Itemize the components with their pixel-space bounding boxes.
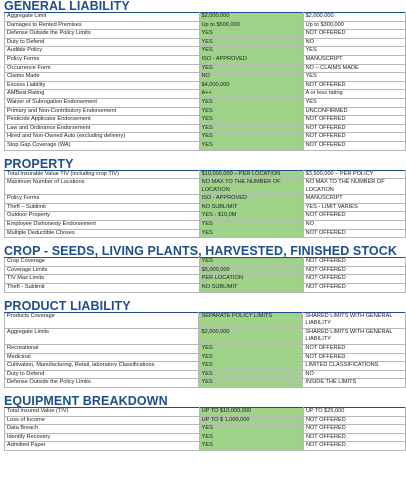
coverage-label: Policy Forms [5, 195, 200, 204]
offered-value: YES [199, 442, 303, 451]
coverage-label: Cultivation, Manufacturing, Retail, laboratory Classifications [5, 362, 199, 371]
offered-value: $10,000,000 – PER LOCATION [199, 170, 303, 179]
table-row [5, 73, 406, 82]
offered-value: YES [199, 229, 303, 238]
competitor-value: NO [303, 370, 406, 379]
coverage-label: Waiver of Subrogation Endorsement [5, 98, 200, 107]
offered-value: YES [199, 30, 303, 39]
offered-value: YES [199, 433, 303, 442]
offered-value: YES [199, 345, 303, 354]
offered-value: YES [199, 107, 303, 116]
competitor-value: Up to $300,000 [303, 21, 405, 30]
table-row [5, 229, 406, 238]
competitor-value: NOT OFFERED [303, 416, 405, 425]
offered-value: SEPARATE POLICY LIMITS [199, 312, 303, 328]
coverage-label: Excess Liability [5, 81, 200, 90]
table-row [5, 13, 406, 22]
competitor-value: MANUSCRIPT [303, 195, 405, 204]
competitor-value: NOT OFFERED [303, 258, 405, 267]
offered-value: YES [199, 370, 303, 379]
competitor-value: NOT OFFERED [303, 141, 405, 150]
offered-value: ISO - APPROVED [199, 195, 303, 204]
coverage-label: Products Coverage [5, 312, 199, 328]
competitor-value: YES [303, 73, 405, 82]
coverage-label: Theft – Sublimit [5, 203, 200, 212]
coverage-label: Data Breach [5, 425, 200, 434]
table-row [5, 275, 406, 284]
competitor-value: NOT OFFERED [303, 353, 406, 362]
competitor-value: NOT OFFERED [303, 433, 405, 442]
competitor-value: NO [303, 38, 405, 47]
coverage-table [4, 407, 406, 451]
competitor-value: $3,500,000 – PER POLICY [303, 170, 405, 179]
competitor-value: NOT OFFERED [303, 133, 405, 142]
coverage-label: Theft - Sublimit [5, 284, 200, 293]
table-row [5, 38, 406, 47]
competitor-value: LIMITED CLASSIFICATIONS [303, 362, 406, 371]
table-row [5, 107, 406, 116]
offered-value: UP TO $10,000,000 [199, 407, 303, 416]
coverage-label: Occurrence Form [5, 64, 200, 73]
coverage-label: Maximum Number of Locations [5, 179, 200, 195]
table-row [5, 170, 406, 179]
table-row [5, 133, 406, 142]
table-row [5, 407, 406, 416]
coverage-label: Total Insurable Value TIV (including crop TIV) [5, 170, 200, 179]
competitor-value: YES - LIMIT VARIES [303, 203, 405, 212]
coverage-label: Multiple Deductible Choses [5, 229, 200, 238]
competitor-value: A or less rating [303, 90, 405, 99]
table-row [5, 345, 406, 354]
competitor-value: MANUSCRIPT [303, 55, 405, 64]
offered-value: $2,000,000 [199, 328, 303, 344]
table-row [5, 442, 406, 451]
offered-value: $5,000,000 [199, 266, 303, 275]
table-row [5, 362, 406, 371]
competitor-value: NOT OFFERED [303, 212, 405, 221]
table-row [5, 124, 406, 133]
coverage-label: Stop Gap Coverage (WA) [5, 141, 200, 150]
coverage-label: Law and Ordinance Endorsement [5, 124, 200, 133]
table-row [5, 266, 406, 275]
coverage-table [4, 257, 406, 292]
coverage-label: Aggregate Limits [5, 328, 199, 344]
competitor-value: NO – CLAIMS MADE [303, 64, 405, 73]
coverage-label: AMBest Rating [5, 90, 200, 99]
offered-value: NO SUBLIMIT [199, 203, 303, 212]
table-row [5, 179, 406, 195]
competitor-value: YES [303, 98, 405, 107]
competitor-value: NOT OFFERED [303, 442, 405, 451]
section-title: PROPERTY [4, 156, 74, 171]
offered-value: ISO - APPROVED [199, 55, 303, 64]
table-row [5, 328, 406, 344]
competitor-value: UP TO $25,000 [303, 407, 405, 416]
competitor-value: NOT OFFERED [303, 345, 406, 354]
table-row [5, 258, 406, 267]
offered-value: NO [199, 73, 303, 82]
competitor-value: NOT OFFERED [303, 116, 405, 125]
coverage-label: Recreational [5, 345, 199, 354]
offered-value: YES - $10,0M [199, 212, 303, 221]
offered-value: PER LOCATION [199, 275, 303, 284]
offered-value: YES [199, 353, 303, 362]
section-title: PRODUCT LIABILITY [4, 298, 131, 313]
competitor-value: UNCONFIRMED [303, 107, 405, 116]
competitor-value: NOT OFFERED [303, 81, 405, 90]
table-row [5, 30, 406, 39]
competitor-value: NOT OFFERED [303, 284, 405, 293]
coverage-table [4, 170, 406, 239]
table-row [5, 353, 406, 362]
offered-value: Up to $500,000 [199, 21, 303, 30]
coverage-label: Claims Made [5, 73, 200, 82]
table-row [5, 416, 406, 425]
section-title: CROP - SEEDS, LIVING PLANTS, HARVESTED, FINISHED STOCK [4, 244, 397, 259]
table-row [5, 212, 406, 221]
offered-value: YES [199, 379, 303, 388]
competitor-value: $2,000,000 [303, 13, 405, 22]
competitor-value: NOT OFFERED [303, 425, 405, 434]
offered-value: YES [199, 38, 303, 47]
offered-value: YES [199, 425, 303, 434]
coverage-label: Duty to Defend [5, 370, 199, 379]
competitor-value: NOT OFFERED [303, 124, 405, 133]
offered-value: NO SUBLIMIT [199, 284, 303, 293]
coverage-label: Defense Outside the Policy Limits [5, 379, 199, 388]
coverage-label: Medicinal [5, 353, 199, 362]
coverage-label: Total Insured Value (TIV) [5, 407, 200, 416]
coverage-label: Audible Policy [5, 47, 200, 56]
offered-value: YES [199, 124, 303, 133]
offered-value: $2,000,000 [199, 13, 303, 22]
table-row [5, 90, 406, 99]
competitor-value: NOT OFFERED [303, 30, 405, 39]
table-row [5, 21, 406, 30]
competitor-value: INSIDE THE LIMITS [303, 379, 406, 388]
table-row [5, 64, 406, 73]
coverage-label: Primary and Non-Contributory Endorsement [5, 107, 200, 116]
offered-value: YES [199, 47, 303, 56]
coverage-table [4, 12, 406, 151]
competitor-value: SHARED LIMITS WITH GENERAL LIABILITY [303, 312, 406, 328]
table-row [5, 379, 406, 388]
coverage-label: Outdoor Property [5, 212, 200, 221]
competitor-value: NOT OFFERED [303, 229, 405, 238]
competitor-value: YES [303, 47, 405, 56]
coverage-label: Duty to Defend [5, 38, 200, 47]
coverage-label: Damages to Rented Premises [5, 21, 200, 30]
offered-value: YES [199, 221, 303, 230]
table-row [5, 425, 406, 434]
table-row [5, 203, 406, 212]
offered-value: YES [199, 116, 303, 125]
table-row [5, 47, 406, 56]
coverage-label: TIV Max Limits [5, 275, 200, 284]
table-row [5, 370, 406, 379]
coverage-label: Admitted Paper [5, 442, 200, 451]
coverage-label: Employee Dishonesty Endorsement [5, 221, 200, 230]
coverage-label: Defense Outside the Policy Limits [5, 30, 200, 39]
competitor-value: SHARED LIMITS WITH GENERAL LIABILITY [303, 328, 406, 344]
offered-value: YES [199, 133, 303, 142]
offered-value: YES [199, 141, 303, 150]
coverage-label: Aggregate Limit [5, 13, 200, 22]
offered-value: YES [199, 362, 303, 371]
table-row [5, 116, 406, 125]
table-row [5, 195, 406, 204]
offered-value: YES [199, 64, 303, 73]
offered-value: NO MAX TO THE NUMBER OF LOCATION [199, 179, 303, 195]
section-title: EQUIPMENT BREAKDOWN [4, 393, 168, 408]
coverage-label: Policy Forms [5, 55, 200, 64]
competitor-value: NOT OFFERED [303, 266, 405, 275]
coverage-label: Pesticide Applicator Endorsement [5, 116, 200, 125]
offered-value: YES [199, 258, 303, 267]
offered-value: UP TO $ 1,000,000 [199, 416, 303, 425]
table-row [5, 55, 406, 64]
table-row [5, 433, 406, 442]
offered-value: A++ [199, 90, 303, 99]
competitor-value: NOT OFFERED [303, 275, 405, 284]
offered-value: $4,000,000 [199, 81, 303, 90]
coverage-table [4, 312, 406, 388]
coverage-label: Identify Recovery [5, 433, 200, 442]
coverage-label: Hired and Non-Owned Auto (excluding delivery) [5, 133, 200, 142]
coverage-label: Coverage Limits [5, 266, 200, 275]
table-row [5, 284, 406, 293]
competitor-value: NO MAX TO THE NUMBER OF LOCATION [303, 179, 405, 195]
table-row [5, 141, 406, 150]
table-row [5, 81, 406, 90]
table-row [5, 312, 406, 328]
competitor-value: NO [303, 221, 405, 230]
coverage-label: Loss of Income [5, 416, 200, 425]
offered-value: YES [199, 98, 303, 107]
coverage-label: Crop Coverage [5, 258, 200, 267]
table-row [5, 221, 406, 230]
section-title: GENERAL LIABILITY [4, 0, 130, 13]
table-row [5, 98, 406, 107]
